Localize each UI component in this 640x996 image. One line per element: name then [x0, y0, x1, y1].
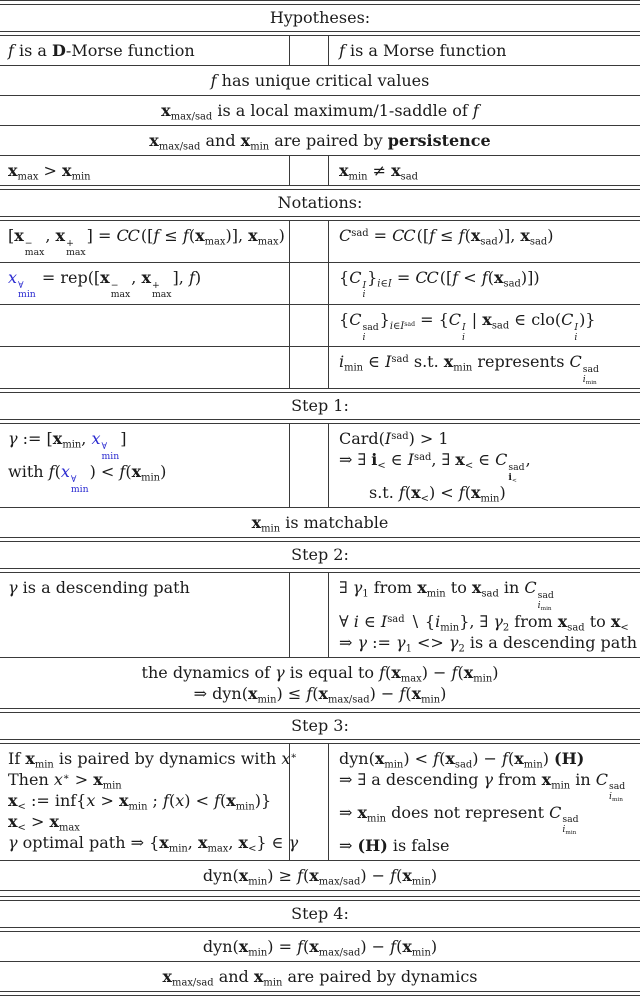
row-step3-conclusion: $dyn(x_{min}) \ge f(x_{max/sad}) - f(x_{min})$: [202, 865, 438, 888]
math-line: the dynamics of γ is equal to $f(x_{max}) - f(x_{min})$: [141, 662, 499, 685]
row-step4-conclusion: $x_{max/sad}$ and $x_{min}$ are paired by dynamics: [162, 966, 478, 989]
math-line: ∃ $\gamma_1$ from $x_{min}$ to $x_{sad}$ in C sad $i_{min}$: [339, 578, 554, 612]
math-line: ⇒ (H) is false: [339, 835, 450, 855]
cell-left-cc-max: [x − max , x + max ] = CC ($[f \le f(x_{max})]$, $x_{max}$): [0, 221, 290, 262]
section-header-step4: Step 4:: [291, 903, 349, 923]
math-line: $Card(I^{sad}) > 1$: [339, 429, 449, 449]
rule-double-bottom: [0, 991, 640, 996]
section-header-hypotheses: Hypotheses:: [269, 8, 371, 27]
cell-left-empty: [0, 347, 290, 388]
column-divider: [290, 36, 329, 65]
cell-right-morse: f is a Morse function: [339, 41, 507, 60]
cell-right-step1: [329, 424, 640, 507]
column-divider: [290, 744, 329, 860]
cell-right-step2: [329, 573, 640, 656]
column-divider: [290, 221, 329, 262]
math-line: ∀ i ∈ $I^{sad}$ ∖ $\{i_{min}\}$, ∃ $\gamma_2$ from $x_{sad}$ to $x_<$: [339, 611, 629, 634]
row-notation-2: [0, 263, 640, 304]
math-line: If $x_{min}$ is paired by dynamics with x∗: [8, 748, 298, 771]
math-line: Then $x^∗ > x_{min}$: [8, 769, 122, 792]
math-line: $x_<$ := $inf\{x > x_{min}$ ; $f(x) < f(x_{min})$}: [8, 790, 272, 813]
row-maxsad-definition: $x_{max/sad}$ is a local maximum/1-saddle of f: [161, 101, 479, 123]
column-divider: [290, 305, 329, 346]
cell-right-order: $x_{min} \ne x_{sad}$: [339, 161, 418, 183]
column-divider: [290, 156, 329, 185]
cell-left-step3: [0, 744, 299, 860]
row-step1-conclusion: $x_{min}$ is matchable: [251, 513, 389, 535]
math-line: ⇒ ∃ $i_<$ ∈ $I^{sad}$, ∃ $x_<$ ∈ C sad $i_<$ ,: [339, 450, 531, 484]
cell-left-empty: [0, 305, 290, 346]
cell-left-dmorse: f is a D-Morse function: [0, 36, 290, 65]
math-line: $dyn(x_{min}) < f(x_{sad}) - f(x_{min})$ (H): [339, 748, 585, 771]
cell-right-csad: $C^{sad}$ = CC ($[f \le f(x_{sad})]$, $x_{sad}$): [339, 226, 554, 248]
column-divider: [290, 263, 329, 304]
row-step1-argument: [0, 424, 640, 507]
math-line: ⇒ $dyn(x_{min}) \le f(x_{max/sad}) - f(x_{min})$: [193, 683, 447, 706]
row-notation-1: [0, 221, 640, 262]
column-divider: [290, 347, 329, 388]
row-order-hypothesis: [0, 156, 640, 185]
math-line: s.t. $f(x_<) < f(x_{min})$: [369, 483, 506, 505]
math-line: ⇒ ∃ a descending γ from $x_{min}$ in C sad $i_{min}$: [339, 769, 626, 803]
row-step2-conclusion: [0, 658, 640, 708]
column-divider: [290, 424, 329, 507]
row-unique-critical-values: f has unique critical values: [210, 71, 430, 90]
math-line: γ is a descending path: [8, 578, 190, 598]
math-line: γ optimal path ⇒ {$x_{min}$, $x_{max}$, $x_<$} ∈ γ: [8, 832, 299, 855]
cell-left-step1: [0, 424, 290, 507]
row-morse-hypothesis: [0, 36, 640, 65]
section-header-step2: Step 2:: [291, 545, 349, 565]
row-notation-3: [0, 305, 640, 346]
row-paired-persistence: $x_{max/sad}$ and $x_{min}$ are paired by persistence: [149, 131, 491, 153]
column-divider: [290, 573, 329, 656]
cell-right-sad-components: {C sad i }$_{i\in I^{sad}} = \{C$ I i | $x_{sad}$ ∈ clo(C I i )}: [339, 310, 596, 343]
math-line: with f(x ∀ min ) < $f(x_{min})$: [8, 462, 167, 495]
row-step2-argument: [0, 573, 640, 656]
row-step4-equality: $dyn(x_{min}) = f(x_{max/sad}) - f(x_{min})$: [202, 936, 438, 959]
cell-left-order: $x_{max} > x_{min}$: [0, 156, 290, 185]
section-header-step3: Step 3:: [291, 715, 349, 735]
cell-left-rep: x ∀ min = rep([x − max , x + max ], f): [0, 263, 290, 304]
row-step3-argument: [0, 744, 640, 860]
section-header-notations: Notations:: [277, 193, 363, 212]
cell-right-components: {C I i }$_{i\in I}$ = CC $([f < f(x_{sad})])$: [339, 268, 540, 301]
math-line: ⇒ $x_{min}$ does not represent C sad $i_{min}$: [339, 802, 579, 837]
math-line: $x_< > x_{max}$: [8, 811, 80, 834]
row-notation-4: [0, 347, 640, 388]
cell-left-step2: [0, 573, 290, 656]
section-header-step1: Step 1:: [291, 396, 349, 416]
cell-right-step3: [329, 744, 640, 860]
math-line: γ := [$x_{min}$, x ∀ min ]: [8, 429, 127, 462]
math-line: ⇒ γ := $\gamma_1 <> \gamma_2$ is a descending path: [339, 632, 638, 655]
cell-right-imin: $i_{min}$ ∈ $I^{sad}$ s.t. $x_{min}$ represents C sad $i_{min}$: [339, 352, 599, 386]
